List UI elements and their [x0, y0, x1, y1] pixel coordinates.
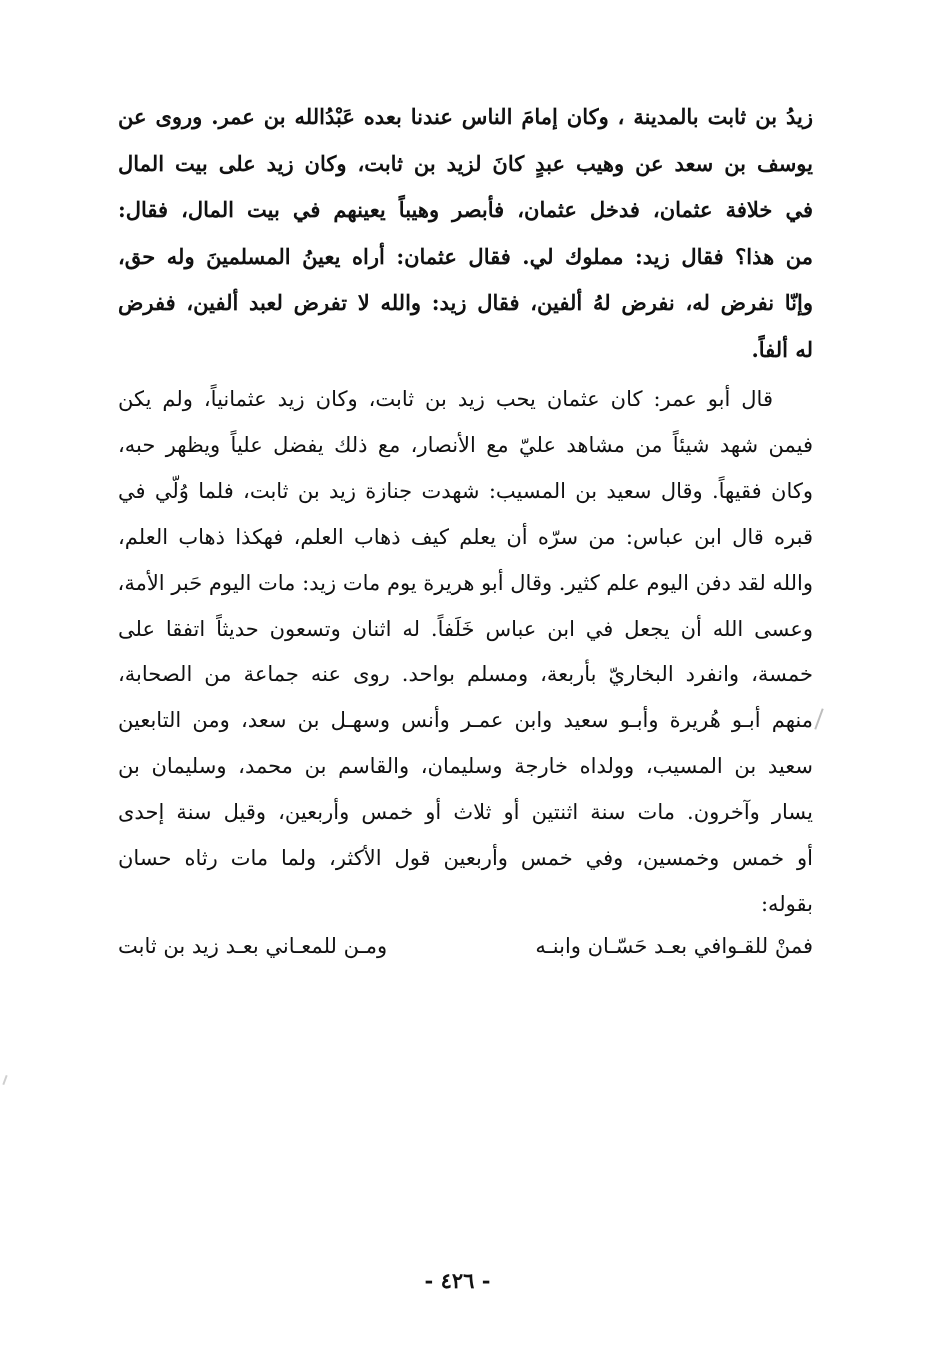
scan-margin-mark: [2, 1075, 7, 1085]
paragraph-2: [118, 377, 813, 928]
verse-second-hemistich: ومـن للمعـاني بعـد زيد بن ثابت: [118, 934, 388, 958]
paragraph-1-line: وإنّا نفرض له، نفرض لهُ ألفين، فقال زيد: والله لا تفرض لعبد ألفين، ففرض: [118, 290, 813, 315]
scan-margin-mark: [814, 708, 823, 729]
paragraph-2-line: يسار وآخرون. مات سنة اثنتين أو ثلاث أو خمس وأربعين، وقيل سنة إحدى: [118, 800, 813, 825]
paragraph-1-line: في خلافة عثمان، فدخل عثمان، فأبصر وهيباً يعينهم في بيت المال، فقال:: [118, 197, 813, 222]
paragraph-2-line: وعسى الله أن يجعل في ابن عباس خَلَفاً. له اثنان وتسعون حديثاً اتفقا على: [118, 616, 813, 641]
paragraph-2-line: أو خمس وخمسين، وفي خمس وأربعين قول الأكثر، ولما مات رثاه حسان: [118, 846, 813, 871]
paragraph-2-line: والله لقد دفن اليوم علم كثير. وقال أبو هريرة يوم مات زيد: مات اليوم حَبر الأمة،: [118, 570, 813, 595]
paragraph-2-line: قال أبو عمر: كان عثمان يحب زيد بن ثابت، وكان زيد عثمانياً، ولم يكن: [118, 387, 773, 411]
paragraph-1-line: من هذا؟ فقال زيد: مملوك لي. فقال عثمان: أراه يعينُ المسلمينَ وله حق،: [118, 243, 813, 269]
paragraph-1-line: يوسف بن سعد عن وهيب عبدٍ كانَ لزيد بن ثابت، وكان زيد على بيت المال: [118, 150, 813, 176]
paragraph-2-line: سعيد بن المسيب، وولداه خارجة وسليمان، والقاسم بن محمد، وسليمان بن: [118, 754, 813, 779]
paragraph-2-line: قبره قال ابن عباس: من سرّه أن يعلم كيف ذهاب العلم، فهكذا ذهاب العلم،: [118, 524, 813, 549]
paragraph-2-line: فيمن شهد شيئاً من مشاهد عليّ مع الأنصار، مع ذلك يفضل علياً ويظهر حبه،: [118, 432, 813, 457]
paragraph-2-line: وكان فقيهاً. وقال سعيد بن المسيب: شهدت جنازة زيد بن ثابت، فلما وُلّي في: [118, 478, 813, 503]
paragraph-1-line: له ألفاً.: [751, 336, 813, 362]
paragraph-2-line: خمسة، وانفرد البخاريّ بأربعة، ومسلم بواحد. روى عنه جماعة من الصحابة،: [118, 662, 813, 687]
page-number: - ٤٢٦ -: [424, 1268, 491, 1293]
paragraph-1: [118, 94, 813, 373]
verse-first-hemistich: فمنْ للقـوافي بعـد حَسّـان وابنـه: [535, 934, 813, 958]
paragraph-1-line: زيدُ بن ثابت بالمدينة ، وكان إمامَ الناس عندنا بعده عَبْدُالله بن عمر. وروى عن: [118, 104, 813, 129]
paragraph-2-line: منهم أبـو هُريرة وأبـو سعيد وابن عمـر وأنس وسهـل بن سعد، ومن التابعين: [118, 708, 813, 733]
paragraph-2-line: بقوله:: [760, 891, 813, 916]
poem-verse: [118, 926, 813, 966]
